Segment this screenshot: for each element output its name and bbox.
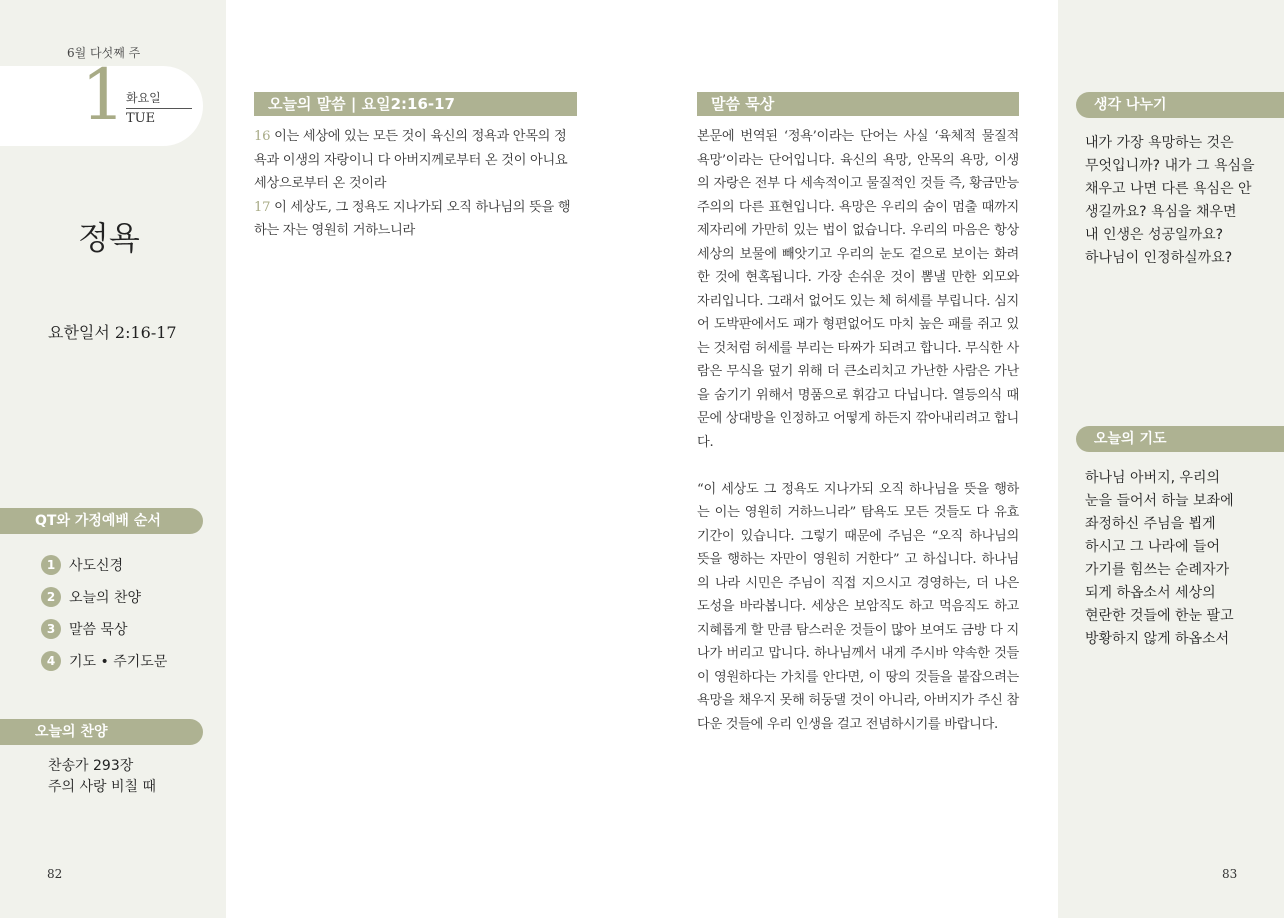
share-line: 내가 가장 욕망하는 것은 xyxy=(1085,135,1234,151)
share-line: 무엇입니까? 내가 그 욕심을 xyxy=(1085,158,1255,174)
left-sidebar xyxy=(0,0,226,918)
hymn-title: 주의 사랑 비칠 때 xyxy=(48,779,157,795)
page-number-left: 82 xyxy=(47,867,63,881)
order-item-4 xyxy=(41,650,167,672)
order-number-2: 2 xyxy=(41,587,61,607)
todays-word-header: 오늘의 말씀 | 요일2:16-17 xyxy=(254,92,577,116)
order-item-2 xyxy=(41,586,141,608)
day-divider xyxy=(126,108,192,109)
order-number-4: 4 xyxy=(41,651,61,671)
share-line: 하나님이 인정하실까요? xyxy=(1085,250,1233,266)
scripture-reference: 요한일서 2:16-17 xyxy=(48,323,177,342)
share-line: 채우고 나면 다른 욕심은 안 xyxy=(1085,181,1252,197)
order-label-1: 사도신경 xyxy=(69,558,124,574)
prayer-line: 방황하지 않게 하옵소서 xyxy=(1085,631,1230,647)
meditation-text xyxy=(697,125,1019,736)
share-text xyxy=(1085,132,1255,270)
share-header: 생각 나누기 xyxy=(1076,92,1284,118)
order-header: QT와 가정예배 순서 xyxy=(0,508,203,534)
order-label-2: 오늘의 찬양 xyxy=(69,590,142,606)
meditation-paragraph-1: 본문에 번역된 ‘정욕’이라는 단어는 사실 ‘육체적 물질적 욕망’이라는 단어입니다. 육신의 욕망, 안목의 욕망, 이생의 자랑은 전부 다 세속적이고 물질적인 것들 즉, 황금만능주의의 다른 표현입니다. 욕망은 우리의 숨이 멈출 때까지 제자리에 가만히 있는 법이 없습니다. 우리의 마음은 항상 세상의 보물에 빼앗기고 우리의 눈도 겉으로 보이는 화려한 것에 현혹됩니다. 가장 손쉬운 것이 뽐낼 만한 외모와 자리입니다. 그래서 없어도 있는 체 허세를 부립니다. 심지어 도박판에서도 패가 형편없어도 마치 높은 패를 쥐고 있는 것처럼 허세를 부리는 타짜가 되려고 합니다. 무식한 사람은 무식을 덮기 위해 더 큰소리치고 가난한 사람은 가난을 숨기기 위해서 명품으로 휘감고 다닙니다. 열등의식 때문에 상대방을 인정하고 어떻게 하든지 깎아내리려고 합니다. xyxy=(697,129,1019,450)
week-label: 6월 다섯째 주 xyxy=(67,46,141,60)
page-number-right: 83 xyxy=(1222,867,1238,881)
order-number-1: 1 xyxy=(41,555,61,575)
prayer-line: 좌정하신 주님을 뵙게 xyxy=(1085,516,1216,532)
prayer-line: 가기를 힘쓰는 순례자가 xyxy=(1085,562,1230,578)
prayer-line: 현란한 것들에 한눈 팔고 xyxy=(1085,608,1234,624)
prayer-line: 되게 하옵소서 세상의 xyxy=(1085,585,1216,601)
order-item-1 xyxy=(41,554,123,576)
day-number: 1 xyxy=(81,54,126,136)
prayer-line: 하나님 아버지, 우리의 xyxy=(1085,470,1221,486)
hymn-number: 찬송가 293장 xyxy=(48,758,134,774)
day-english: TUE xyxy=(126,111,156,126)
share-line: 생길까요? 욕심을 채우면 xyxy=(1085,204,1237,220)
verse-number-16: 16 xyxy=(254,129,271,144)
verse-text-17: 이 세상도, 그 정욕도 지나가되 오직 하나님의 뜻을 행하는 자는 영원히 거하느니라 xyxy=(254,199,571,238)
verse-number-17: 17 xyxy=(254,199,271,215)
todays-word-text xyxy=(254,125,577,243)
hymn-header: 오늘의 찬양 xyxy=(0,719,203,745)
prayer-line: 눈을 들어서 하늘 보좌에 xyxy=(1085,493,1234,509)
hymn-info xyxy=(48,756,156,798)
page-title: 정욕 xyxy=(78,219,140,257)
meditation-header: 말씀 묵상 xyxy=(697,92,1019,116)
order-item-3 xyxy=(41,618,128,640)
meditation-paragraph-2: “이 세상도 그 정욕도 지나가되 오직 하나님을 뜻을 행하는 이는 영원히 거하느니라” 탐욕도 모든 것들도 다 유효기간이 있습니다. 그렇기 때문에 주님은 “오직 하나님의 뜻을 행하는 자만이 영원히 거한다” 고 하십니다. 하나님의 나라 시민은 주님이 직접 지으시고 경영하는, 더 나은 도성을 바라봅니다. 세상은 보암직도 하고 먹음직도 하고 지혜롭게 할 만큼 탐스러운 것들이 많아 보여도 금방 다 지나가 버리고 맙니다. 하나님께서 내게 주시바 약속한 것들이 영원하다는 가치를 안다면, 이 땅의 것들을 붙잡으려는 욕망을 채우지 못해 허둥댈 것이 아니라, 아버지가 주신 참다운 것들에 우리 인생을 걸고 전념하시기를 바랍니다. xyxy=(697,481,1019,732)
prayer-line: 하시고 그 나라에 들어 xyxy=(1085,539,1221,555)
verse-text-16: 이는 세상에 있는 모든 것이 육신의 정욕과 안목의 정욕과 이생의 자랑이니 다 아버지께로부터 온 것이 아니요 세상으로부터 온 것이라 xyxy=(254,129,568,191)
order-label-3: 말씀 묵상 xyxy=(69,622,128,638)
order-label-4: 기도 • 주기도문 xyxy=(69,654,168,670)
prayer-text xyxy=(1085,467,1234,651)
share-line: 내 인생은 성공일까요? xyxy=(1085,227,1224,243)
day-korean: 화요일 xyxy=(126,91,161,105)
prayer-header: 오늘의 기도 xyxy=(1076,426,1284,452)
order-number-3: 3 xyxy=(41,619,61,639)
